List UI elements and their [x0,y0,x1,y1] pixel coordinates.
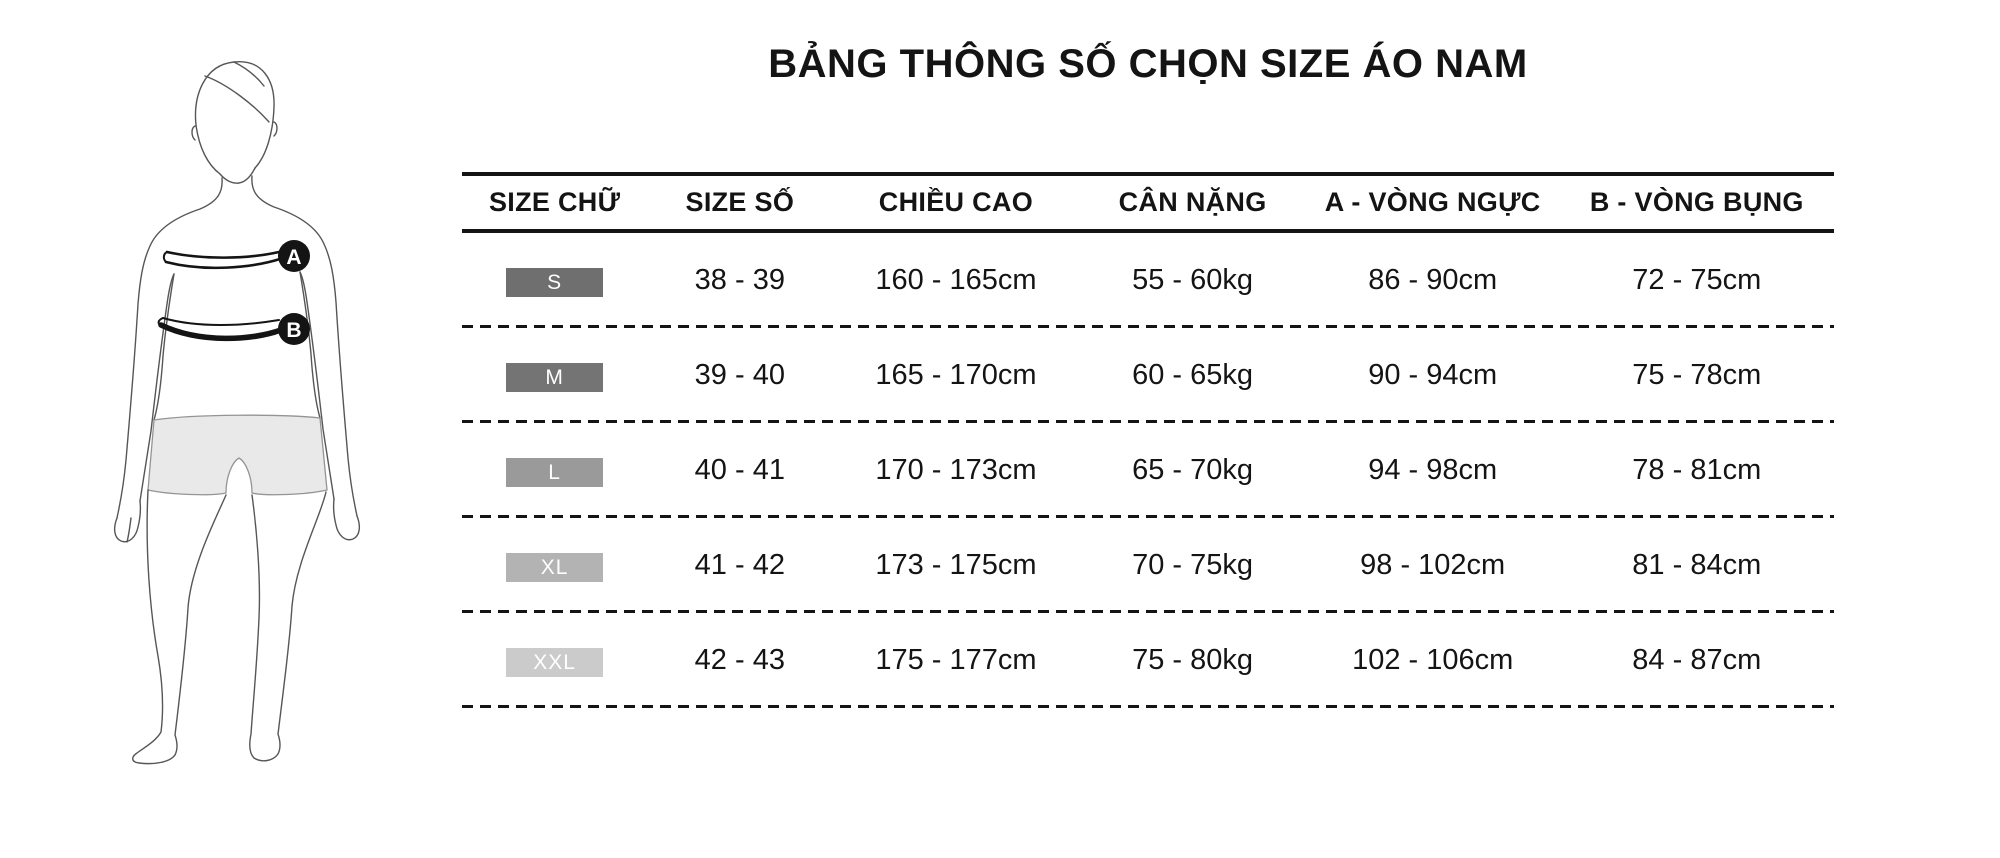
belly-value: 72 - 75cm [1632,264,1762,296]
size-number-value: 39 - 40 [694,359,785,391]
height-value: 165 - 170cm [875,359,1037,391]
table-header-row [462,172,1834,233]
header-belly: B - VÒNG BỤNG [1589,187,1804,217]
chest-band [167,252,279,258]
chest-value: 86 - 90cm [1368,264,1498,296]
chest-value: 94 - 98cm [1368,454,1498,486]
size-badge: L [506,458,603,487]
svg-text:A: A [286,246,302,269]
weight-value: 75 - 80kg [1132,644,1254,676]
header-size-number: SIZE SỐ [685,187,795,217]
chest-value: 102 - 106cm [1352,644,1514,676]
waist-marker-b [278,313,310,345]
ear-right [274,122,277,136]
size-number-value: 40 - 41 [694,454,785,486]
height-value: 173 - 175cm [875,549,1037,581]
belly-value: 81 - 84cm [1632,549,1762,581]
size-number-value: 42 - 43 [694,644,785,676]
size-table [462,172,1834,708]
body-measurement-figure [103,46,373,770]
belly-value: 78 - 81cm [1632,454,1762,486]
size-number-value: 38 - 39 [694,264,785,296]
svg-text:B: B [286,319,302,342]
size-badge: XXL [506,648,603,677]
weight-value: 70 - 75kg [1132,549,1254,581]
leg-left [133,490,226,764]
size-badge: XL [506,553,603,582]
page-title: BẢNG THÔNG SỐ CHỌN SIZE ÁO NAM [768,42,1528,86]
height-value: 160 - 165cm [875,264,1037,296]
table-row [462,233,1834,328]
size-number-value: 41 - 42 [694,549,785,581]
hand-left [115,501,141,542]
waist-band [163,318,279,325]
belly-value: 75 - 78cm [1632,359,1762,391]
weight-value: 65 - 70kg [1132,454,1254,486]
male-silhouette-diagram [103,46,373,770]
table-row [462,328,1834,423]
size-badge: M [506,363,603,392]
height-value: 175 - 177cm [875,644,1037,676]
header-weight: CÂN NẶNG [1118,187,1267,217]
header-height: CHIỀU CAO [878,187,1034,217]
shorts [148,415,327,494]
height-value: 170 - 173cm [875,454,1037,486]
header-size-letter: SIZE CHỮ [488,187,621,217]
table-row [462,613,1834,708]
leg-right [250,492,326,761]
weight-value: 60 - 65kg [1132,359,1254,391]
chest-value: 90 - 94cm [1368,359,1498,391]
header-chest: A - VÒNG NGỰC [1324,187,1541,217]
hair-line [205,76,269,122]
belly-value: 84 - 87cm [1632,644,1762,676]
table-row [462,423,1834,518]
ear-left [192,126,195,140]
chest-value: 98 - 102cm [1360,549,1506,581]
hand-right [334,499,360,540]
size-badge: S [506,268,603,297]
weight-value: 55 - 60kg [1132,264,1254,296]
chest-marker-a [278,240,310,272]
table-row [462,518,1834,613]
